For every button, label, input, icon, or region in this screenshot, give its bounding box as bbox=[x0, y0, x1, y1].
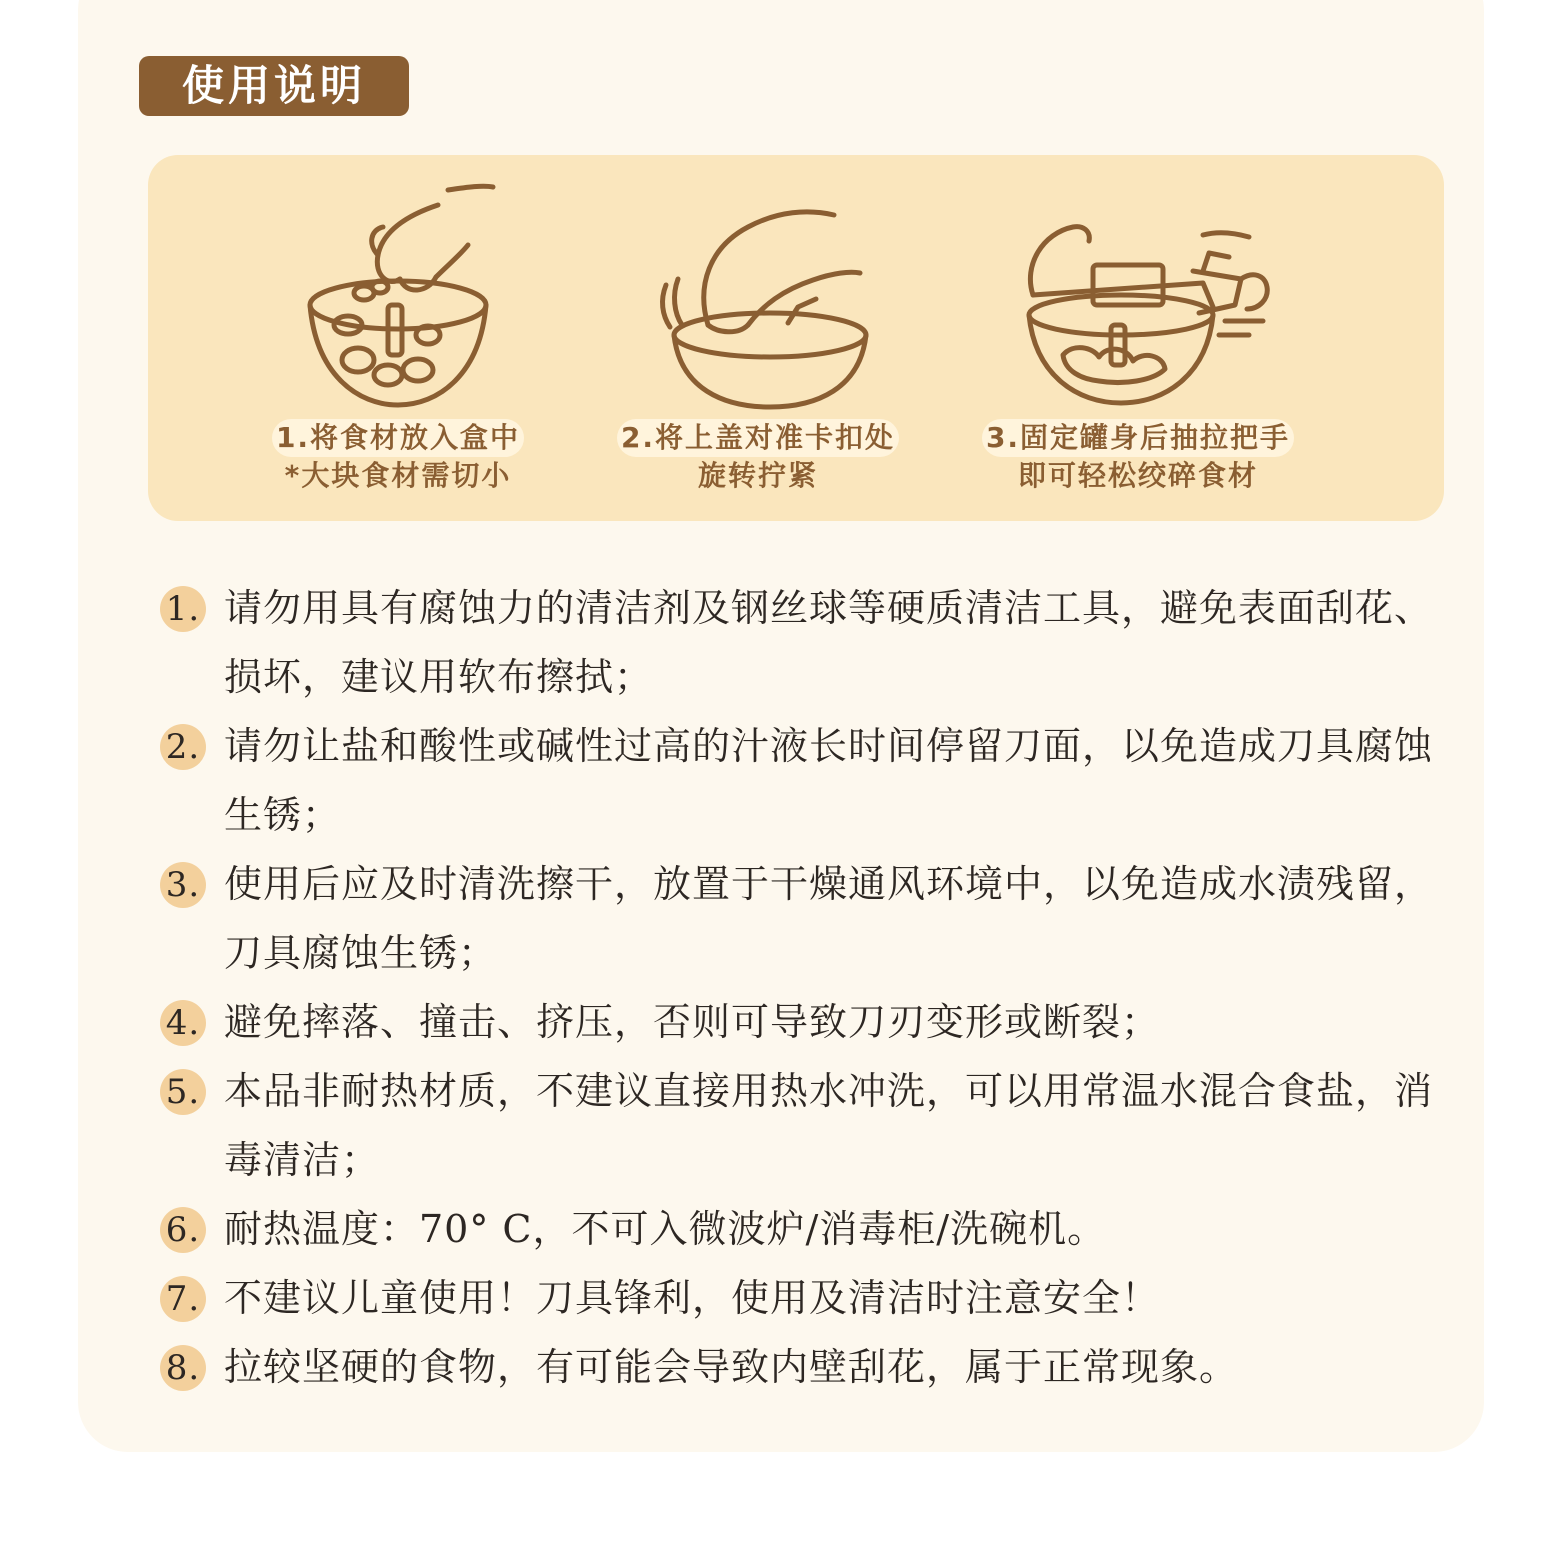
notes-list bbox=[160, 574, 1450, 1402]
hand-twisting-lid-icon bbox=[638, 175, 878, 415]
note-text: 避免摔落、撞击、挤压，否则可导致刀刃变形或断裂； bbox=[224, 1000, 1161, 1044]
note-item bbox=[160, 1333, 1450, 1402]
step-3-line1: 3.固定罐身后抽拉把手 bbox=[982, 419, 1294, 457]
note-item bbox=[160, 1264, 1450, 1333]
note-text: 使用后应及时清洗擦干，放置于干燥通风环境中，以免造成水渍残留，刀具腐蚀生锈； bbox=[224, 862, 1434, 975]
step-1-caption bbox=[208, 419, 588, 495]
step-3 bbox=[948, 155, 1328, 521]
note-item bbox=[160, 1057, 1450, 1195]
step-3-line2: 即可轻松绞碎食材 bbox=[1017, 459, 1258, 492]
note-text: 耐热温度：70° C，不可入微波炉/消毒柜/洗碗机。 bbox=[224, 1207, 1107, 1251]
note-item bbox=[160, 1195, 1450, 1264]
note-number-badge: 2. bbox=[160, 724, 206, 770]
step-2-caption bbox=[568, 419, 948, 495]
step-2-line1: 2.将上盖对准卡扣处 bbox=[617, 419, 899, 457]
note-number-badge: 7. bbox=[160, 1276, 206, 1322]
note-item bbox=[160, 988, 1450, 1057]
note-text: 本品非耐热材质，不建议直接用热水冲洗，可以用常温水混合食盐，消毒清洁； bbox=[224, 1069, 1434, 1182]
note-number-badge: 3. bbox=[160, 862, 206, 908]
step-2-line2: 旋转拧紧 bbox=[697, 459, 818, 492]
step-2 bbox=[568, 155, 948, 521]
note-number-badge: 4. bbox=[160, 1000, 206, 1046]
note-number-badge: 5. bbox=[160, 1069, 206, 1115]
note-item bbox=[160, 574, 1450, 712]
step-1-line2: *大块食材需切小 bbox=[284, 459, 512, 492]
note-text: 请勿让盐和酸性或碱性过高的汁液长时间停留刀面，以免造成刀具腐蚀生锈； bbox=[224, 724, 1434, 837]
note-number-badge: 8. bbox=[160, 1345, 206, 1391]
note-item bbox=[160, 712, 1450, 850]
step-3-caption bbox=[948, 419, 1328, 495]
hand-pulling-handle-icon bbox=[1003, 175, 1273, 415]
steps-panel bbox=[148, 155, 1444, 521]
note-text: 请勿用具有腐蚀力的清洁剂及钢丝球等硬质清洁工具，避免表面刮花、损坏，建议用软布擦拭； bbox=[224, 586, 1434, 699]
note-text: 不建议儿童使用！刀具锋利，使用及清洁时注意安全！ bbox=[224, 1276, 1161, 1320]
note-item bbox=[160, 850, 1450, 988]
note-text: 拉较坚硬的食物，有可能会导致内壁刮花，属于正常现象。 bbox=[224, 1345, 1239, 1389]
hand-putting-food-in-bowl-icon bbox=[288, 175, 508, 415]
section-title: 使用说明 bbox=[139, 56, 409, 116]
note-number-badge: 6. bbox=[160, 1207, 206, 1253]
step-1-line1: 1.将食材放入盒中 bbox=[272, 419, 524, 457]
step-1 bbox=[208, 155, 588, 521]
note-number-badge: 1. bbox=[160, 586, 206, 632]
